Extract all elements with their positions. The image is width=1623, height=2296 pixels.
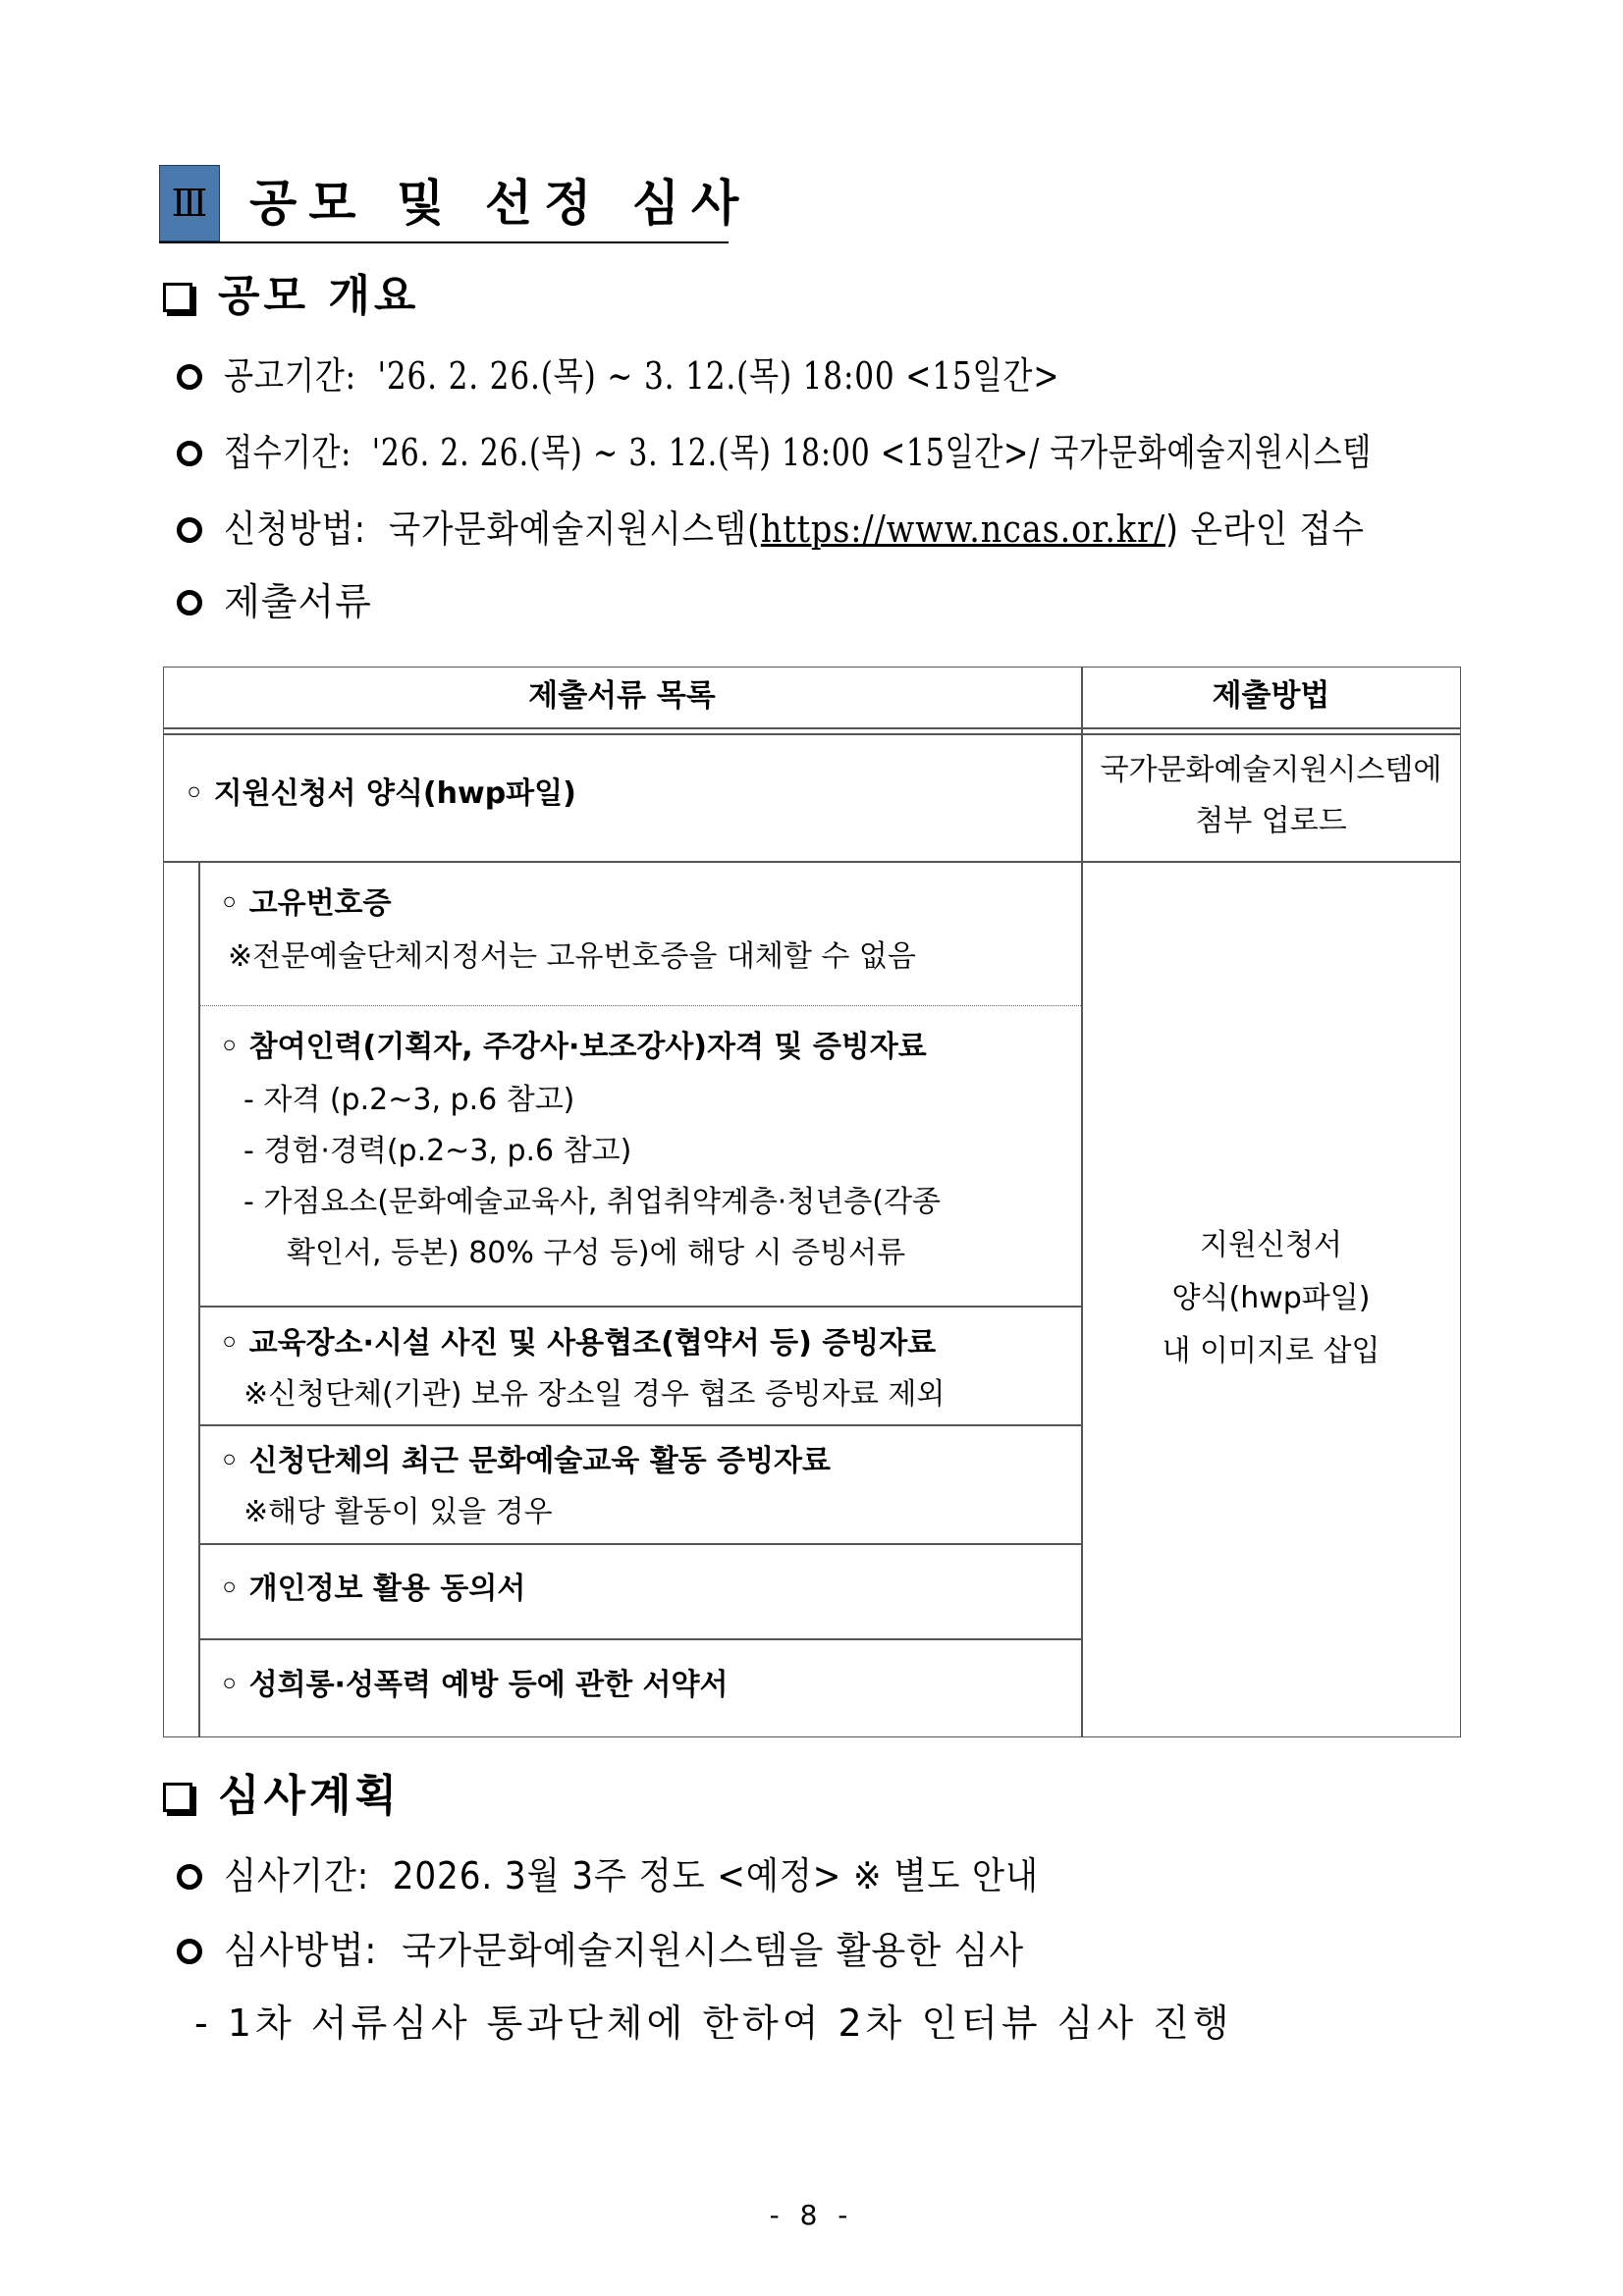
- ncas-link[interactable]: https://www.ncas.or.kr/: [760, 507, 1166, 551]
- table-row-note: ※전문예술단체지정서는 고유번호증을 대체할 수 없음: [228, 939, 916, 974]
- table-row-privacy-consent: ◦ 개인정보 활용 동의서: [220, 1572, 526, 1606]
- table-row-activity: ◦ 신청단체의 최근 문화예술교육 활동 증빙자료: [220, 1444, 832, 1478]
- table-row-note: ※신청단체(기관) 보유 장소일 경우 협조 증빙자료 제외: [243, 1377, 946, 1412]
- table-row-personnel: ◦ 참여인력(기획자, 주강사·보조강사)자격 및 증빙자료: [220, 1030, 927, 1064]
- section-underline: [159, 241, 729, 243]
- circle-bullet-icon: [177, 1939, 202, 1964]
- table-row-line: 확인서, 등본) 80% 구성 등)에 해당 시 증빙서류: [287, 1236, 906, 1270]
- table-row-line: - 자격 (p.2~3, p.6 참고): [243, 1083, 575, 1117]
- overview-heading: 공모 개요: [163, 267, 419, 326]
- circle-bullet-icon: [177, 1864, 202, 1890]
- method-line-2: 양식(hwp파일): [1171, 1281, 1371, 1315]
- overview-item-notice-period: 공고기간: '26. 2. 26.(목) ~ 3. 12.(목) 18:00 <15일간>: [177, 351, 1243, 400]
- circle-bullet-icon: [177, 517, 202, 543]
- table-row-note: ※해당 활동이 있을 경우: [243, 1495, 553, 1529]
- method-line-1: 국가문화예술지원시스템에: [1100, 753, 1442, 787]
- section-number: Ⅲ: [159, 165, 220, 241]
- overview-item-documents: 제출서류: [177, 577, 372, 626]
- overview-item-application-method: 신청방법: 국가문화예술지원시스템(https://www.ncas.or.kr/) 온라인 접수: [177, 505, 1520, 554]
- table-row-line: - 경험·경력(p.2~3, p.6 참고): [243, 1134, 632, 1168]
- section-title: 공모 및 선정 심사: [249, 175, 751, 232]
- circle-bullet-icon: [177, 590, 202, 615]
- table-row-venue: ◦ 교육장소·시설 사진 및 사용협조(협약서 등) 증빙자료: [220, 1326, 937, 1361]
- table-row-registration-cert: ◦ 고유번호증: [220, 886, 392, 921]
- review-heading: 심사계획: [163, 1767, 401, 1826]
- method-line-2: 첨부 업로드: [1195, 804, 1347, 838]
- checkbox-square-icon: [163, 1783, 192, 1812]
- documents-table: [163, 667, 1461, 1737]
- table-header-documents: 제출서류 목록: [528, 678, 716, 714]
- review-note: - 1차 서류심사 통과단체에 한하여 2차 인터뷰 심사 진행: [194, 2002, 1233, 2045]
- table-header-method: 제출방법: [1212, 678, 1330, 714]
- overview-item-receipt-period: 접수기간: '26. 2. 26.(목) ~ 3. 12.(목) 18:00 <15일간>/ 국가문화예술지원시스템: [177, 428, 1623, 477]
- table-row-application-form: ◦ 지원신청서 양식(hwp파일): [185, 776, 576, 811]
- method-line-1: 지원신청서: [1200, 1228, 1342, 1262]
- checkbox-square-icon: [163, 283, 192, 312]
- circle-bullet-icon: [177, 441, 202, 466]
- table-row-line: - 가점요소(문화예술교육사, 취업취약계층·청년층(각종: [243, 1185, 941, 1219]
- circle-bullet-icon: [177, 364, 202, 390]
- table-row-harassment-pledge: ◦ 성희롱·성폭력 예방 등에 관한 서약서: [220, 1668, 729, 1702]
- method-line-3: 내 이미지로 삽입: [1162, 1334, 1380, 1368]
- review-item-method: 심사방법: 국가문화예술지원시스템을 활용한 심사: [177, 1926, 1066, 1975]
- page-number: - 8 -: [769, 2199, 854, 2231]
- review-item-period: 심사기간: 2026. 3월 3주 정도 <예정> ※ 별도 안내: [177, 1851, 1129, 1900]
